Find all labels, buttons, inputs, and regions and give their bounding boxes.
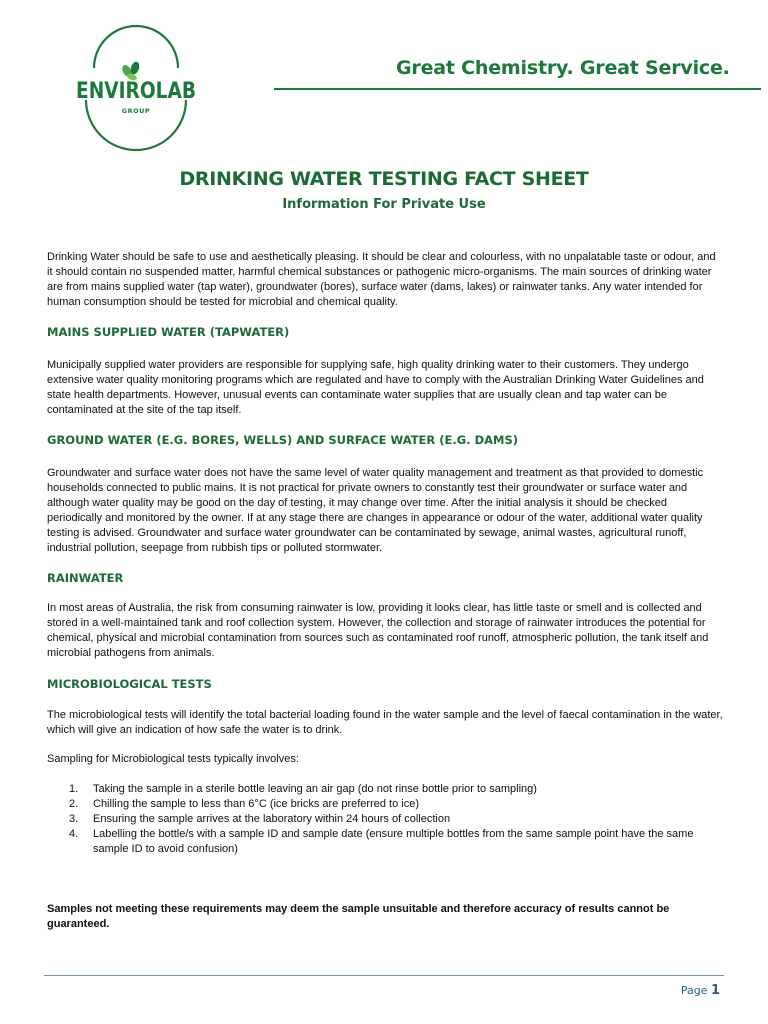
list-item-text: Chilling the sample to less than 6°C (ice bricks are preferred to ice) xyxy=(93,798,419,810)
list-item xyxy=(47,782,723,797)
page-number xyxy=(681,983,720,998)
page-number-value: 1 xyxy=(710,983,720,998)
list-item-text: Ensuring the sample arrives at the laboratory within 24 hours of collection xyxy=(93,813,451,825)
list-item xyxy=(47,827,723,857)
list-item-text: Taking the sample in a sterile bottle leaving an air gap (do not rinse bottle prior to sampling) xyxy=(93,783,537,795)
section-heading-ground: GROUND WATER (E.G. BORES, WELLS) AND SURFACE WATER (E.G. DAMS) xyxy=(47,433,518,447)
ground-paragraph: Groundwater and surface water does not have the same level of water quality management and treatment as that provided to domestic households connected to public mains. It is not practical for private owners to constantly test their groundwater or surface water and although water quality may be good on the day of testing, it may change over time. After the initial analysis it should be checked periodically and monitored by the owner. If at any stage there are changes in appearance or odour of the water, additional water quality testing is advised. Groundwater and surface water groundwater can be contaminated by sewage, animal wastes, agricultural runoff, industrial pollution, seepage from rubbish tips or polluted stormwater. xyxy=(47,467,704,554)
logo-wordmark: ENVIROLAB xyxy=(76,79,196,104)
list-item-number: 4. xyxy=(69,828,79,840)
footer-divider xyxy=(44,975,724,976)
section-heading-microbiological: MICROBIOLOGICAL TESTS xyxy=(47,677,212,691)
page-subtitle: Information For Private Use xyxy=(282,197,486,212)
list-item xyxy=(47,812,723,827)
header-divider xyxy=(274,88,761,90)
list-item-number: 3. xyxy=(69,813,79,825)
logo-group-text: GROUP xyxy=(121,107,151,115)
sampling-intro: Sampling for Microbiological tests typically involves: xyxy=(47,753,299,765)
page-title: DRINKING WATER TESTING FACT SHEET xyxy=(179,168,589,190)
section-heading-rainwater: RAINWATER xyxy=(47,571,124,585)
list-item-number: 2. xyxy=(69,798,79,810)
list-item xyxy=(47,797,723,812)
page-label: Page xyxy=(680,984,708,997)
rainwater-paragraph: In most areas of Australia, the risk from consuming rainwater is low, providing it looks clear, has little taste or smell and is collected and stored in a well-maintained tank and roof collection system. However, the collection and storage of rainwater introduces the potential for chemical, physical and microbial contamination from sources such as contaminated roof runoff, atmospheric pollution, the tank itself and microbial pathogens from animals. xyxy=(47,602,709,659)
envirolab-logo-mark xyxy=(72,50,200,130)
intro-paragraph: Drinking Water should be safe to use and aesthetically pleasing. It should be clear and colourless, with no unpalatable taste or odour, and it should contain no suspended matter, harmful chemical substances or pathogenic micro-organisms. The main sources of drinking water are from mains supplied water (tap water), groundwater (bores), surface water (dams, lakes) or rainwater tanks. Any water intended for human consumption should be tested for microbial and chemical quality. xyxy=(47,251,716,308)
sampling-steps-list xyxy=(47,782,723,857)
mains-paragraph: Municipally supplied water providers are responsible for supplying safe, high quality drinking water to their customers. They undergo extensive water quality monitoring programs which are regulated and have to comply with the Australian Drinking Water Guidelines and state health departments. However, unusual events can contaminate water supplies that are usually clean and tap water can be contaminated at the site of the tap itself. xyxy=(47,359,704,416)
section-heading-mains: MAINS SUPPLIED WATER (TAPWATER) xyxy=(47,325,290,339)
list-item-number: 1. xyxy=(69,783,79,795)
envirolab-logo xyxy=(72,50,200,130)
requirements-warning: Samples not meeting these requirements may deem the sample unsuitable and therefore accuracy of results cannot be guaranteed. xyxy=(47,903,670,930)
tagline: Great Chemistry. Great Service. xyxy=(396,57,730,79)
list-item-text: Labelling the bottle/s with a sample ID and sample date (ensure multiple bottles from the same sample point have the same sample ID to avoid confusion) xyxy=(93,828,694,855)
microbiological-paragraph: The microbiological tests will identify the total bacterial loading found in the water sample and the level of faecal contamination in the water, which will give an indication of how safe the water is to drink. xyxy=(47,709,723,736)
